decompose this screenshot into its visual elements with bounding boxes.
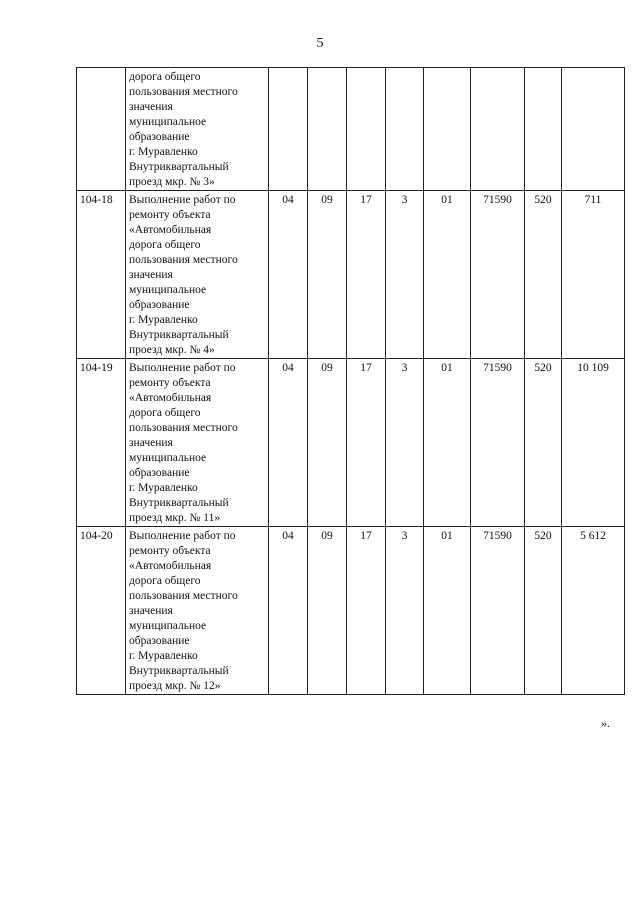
row-direction: 71590 bbox=[471, 527, 525, 695]
row-main-event: 01 bbox=[424, 527, 471, 695]
row-program: 17 bbox=[347, 527, 386, 695]
row-main-event bbox=[424, 68, 471, 191]
row-direction: 71590 bbox=[471, 191, 525, 359]
page-number: 5 bbox=[316, 36, 324, 51]
row-amount: 10 109 bbox=[562, 359, 625, 527]
row-section: 04 bbox=[269, 359, 308, 527]
row-expense-type: 520 bbox=[525, 527, 562, 695]
row-subsection bbox=[308, 68, 347, 191]
row-main-event: 01 bbox=[424, 191, 471, 359]
row-code: 104-19 bbox=[77, 359, 126, 527]
row-amount: 711 bbox=[562, 191, 625, 359]
row-subprogram: 3 bbox=[386, 527, 424, 695]
row-description: Выполнение работ по ремонту объекта «Автомобильная дорога общего пользования местного значения муниципальное образование г. Муравленко Внутриквартальный проезд мкр. № 11» bbox=[126, 359, 269, 527]
row-direction: 71590 bbox=[471, 359, 525, 527]
row-code: 104-20 bbox=[77, 527, 126, 695]
row-expense-type bbox=[525, 68, 562, 191]
row-subprogram bbox=[386, 68, 424, 191]
closing-quote-mark: ». bbox=[601, 716, 610, 730]
row-program: 17 bbox=[347, 191, 386, 359]
row-expense-type: 520 bbox=[525, 191, 562, 359]
row-subsection: 09 bbox=[308, 359, 347, 527]
row-program: 17 bbox=[347, 359, 386, 527]
row-main-event: 01 bbox=[424, 359, 471, 527]
row-section: 04 bbox=[269, 191, 308, 359]
table-row bbox=[77, 359, 625, 527]
row-code bbox=[77, 68, 126, 191]
row-description: Выполнение работ по ремонту объекта «Автомобильная дорога общего пользования местного значения муниципальное образование г. Муравленко Внутриквартальный проезд мкр. № 12» bbox=[126, 527, 269, 695]
row-program bbox=[347, 68, 386, 191]
row-description: Выполнение работ по ремонту объекта «Автомобильная дорога общего пользования местного значения муниципальное образование г. Муравленко Внутриквартальный проезд мкр. № 4» bbox=[126, 191, 269, 359]
row-subsection: 09 bbox=[308, 191, 347, 359]
row-subprogram: 3 bbox=[386, 359, 424, 527]
row-description: дорога общего пользования местного значения муниципальное образование г. Муравленко Внутриквартальный проезд мкр. № 3» bbox=[126, 68, 269, 191]
row-section: 04 bbox=[269, 527, 308, 695]
row-subprogram: 3 bbox=[386, 191, 424, 359]
budget-table bbox=[76, 67, 625, 695]
row-direction bbox=[471, 68, 525, 191]
row-expense-type: 520 bbox=[525, 359, 562, 527]
row-section bbox=[269, 68, 308, 191]
table-row bbox=[77, 68, 625, 191]
table-row bbox=[77, 191, 625, 359]
row-code: 104-18 bbox=[77, 191, 126, 359]
row-amount bbox=[562, 68, 625, 191]
row-subsection: 09 bbox=[308, 527, 347, 695]
row-amount: 5 612 bbox=[562, 527, 625, 695]
table-row bbox=[77, 527, 625, 695]
